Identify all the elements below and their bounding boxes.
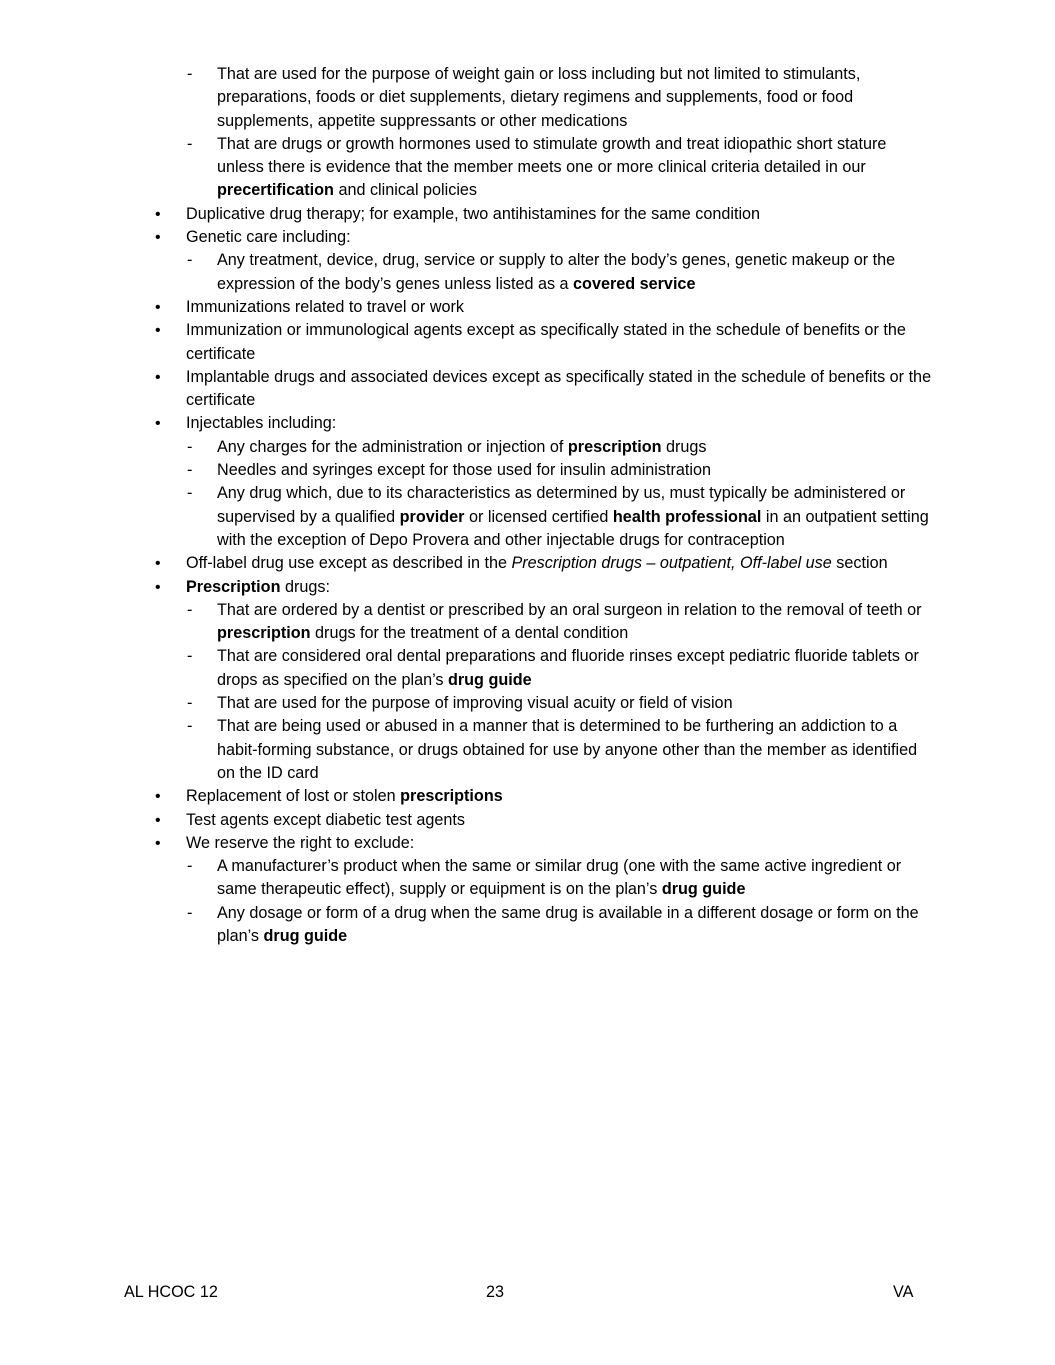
bold-term: Prescription [186, 577, 281, 596]
bullet-icon [155, 809, 161, 832]
line-text: preparations, foods or diet supplements, dietary regimens and supplements, food or food [217, 88, 854, 107]
bullet-icon [155, 203, 161, 226]
bullet-line [0, 389, 1055, 412]
dash-icon [187, 459, 192, 482]
bold-term: health professional [612, 507, 762, 526]
dash-icon [187, 715, 192, 738]
line-text: Immunizations related to travel or work [186, 297, 464, 316]
footer-form-code: AL HCOC 12 [124, 1283, 218, 1301]
line-text: That are used for the purpose of weight gain or loss including but not limited to stimulants, [217, 65, 861, 83]
bullet-line [0, 343, 1055, 366]
line-text: Injectables including: [186, 414, 337, 433]
bold-term: drug guide [263, 926, 348, 945]
line-text: Any charges for the administration or injection of [217, 437, 568, 456]
line-text: Genetic care including: [186, 228, 351, 247]
sub-item-line [0, 529, 1055, 552]
sub-item-line [0, 459, 1055, 482]
bullet-line [0, 809, 1055, 832]
sub-item-line [0, 133, 1055, 156]
sub-item-line [0, 482, 1055, 505]
bullet-line [0, 203, 1055, 226]
dash-icon [187, 645, 192, 668]
line-text: Immunization or immunological agents except as specifically stated in the schedule of benefits or the [186, 321, 906, 340]
line-text: Any treatment, device, drug, service or supply to alter the body’s genes, genetic makeup or the [217, 251, 896, 270]
sub-item-line [0, 645, 1055, 668]
sub-item-line [0, 249, 1055, 272]
italic-reference: Prescription drugs – outpatient, Off-label use [511, 554, 832, 573]
footer-page-number: 23 [486, 1283, 505, 1301]
bullet-line [0, 785, 1055, 808]
bold-term: provider [399, 507, 465, 526]
line-text: certificate [186, 344, 256, 363]
sub-item-line [0, 739, 1055, 762]
line-text: A manufacturer’s product when the same or similar drug (one with the same active ingredient or [217, 857, 902, 876]
sub-item-line [0, 762, 1055, 785]
line-text: in an outpatient setting [761, 507, 929, 526]
bullet-line [0, 576, 1055, 599]
bold-term: drug guide [661, 880, 746, 899]
sub-item-line [0, 692, 1055, 715]
line-text: drugs [661, 437, 707, 456]
line-text: Test agents except diabetic test agents [186, 810, 465, 829]
bullet-line [0, 226, 1055, 249]
dash-icon [187, 902, 192, 925]
sub-item-line [0, 506, 1055, 529]
line-text: or licensed certified [464, 507, 613, 526]
line-text: same therapeutic effect), supply or equipment is on the plan’s [217, 880, 662, 899]
bullet-line [0, 832, 1055, 855]
sub-item-line [0, 599, 1055, 622]
bold-term: prescriptions [400, 787, 503, 806]
line-text: That are used for the purpose of improving visual acuity or field of vision [217, 694, 733, 713]
bullet-line [0, 296, 1055, 319]
line-text: supplements, appetite suppressants or other medications [217, 111, 628, 130]
dash-icon [187, 436, 192, 459]
sub-item-line [0, 878, 1055, 901]
sub-item-line [0, 622, 1055, 645]
line-text: habit-forming substance, or drugs obtained for use by anyone other than the member as identified [217, 740, 918, 759]
dash-icon [187, 692, 192, 715]
line-text: That are being used or abused in a manner that is determined to be furthering an addiction to a [217, 717, 898, 736]
sub-item-line [0, 925, 1055, 948]
exclusions-list [0, 63, 1055, 948]
line-text: We reserve the right to exclude: [186, 833, 415, 852]
line-text: plan’s [217, 926, 264, 945]
line-text: Any dosage or form of a drug when the same drug is available in a different dosage or form on the [217, 903, 919, 922]
bullet-icon [155, 576, 161, 599]
dash-icon [187, 133, 192, 156]
footer-state-code: VA [893, 1283, 914, 1301]
line-text: section [831, 554, 888, 573]
bullet-icon [155, 785, 161, 808]
line-text: That are considered oral dental preparations and fluoride rinses except pediatric fluoride tablets or [217, 647, 919, 666]
dash-icon [187, 482, 192, 505]
line-text: Duplicative drug therapy; for example, two antihistamines for the same condition [186, 204, 761, 223]
line-text: drugs for the treatment of a dental condition [310, 624, 629, 643]
sub-item-line [0, 273, 1055, 296]
bold-term: prescription [217, 624, 311, 643]
sub-item-line [0, 715, 1055, 738]
line-text: and clinical policies [333, 181, 478, 200]
line-text: expression of the body’s genes unless listed as a [217, 274, 574, 293]
bold-term: precertification [217, 181, 334, 200]
dash-icon [187, 63, 192, 86]
line-text: Off-label drug use except as described in the [186, 554, 512, 573]
sub-item-line [0, 110, 1055, 133]
bullet-line [0, 552, 1055, 575]
bold-term: prescription [567, 437, 662, 456]
line-text: Needles and syringes except for those used for insulin administration [217, 461, 711, 480]
line-text: supervised by a qualified [217, 507, 400, 526]
sub-item-line [0, 156, 1055, 179]
line-text: Implantable drugs and associated devices except as specifically stated in the schedule of benefits or the [186, 367, 932, 386]
line-text: Replacement of lost or stolen [186, 787, 401, 806]
bullet-icon [155, 412, 161, 435]
line-text: drugs: [280, 577, 330, 596]
bullet-line [0, 366, 1055, 389]
line-text: Any drug which, due to its characteristics as determined by us, must typically be administered or [217, 484, 906, 503]
bullet-icon [155, 296, 161, 319]
sub-item-line [0, 179, 1055, 202]
bullet-icon [155, 366, 161, 389]
bullet-line [0, 412, 1055, 435]
sub-item-line [0, 436, 1055, 459]
sub-item-line [0, 902, 1055, 925]
line-text: on the ID card [217, 763, 319, 782]
bullet-line [0, 319, 1055, 342]
sub-item-line [0, 63, 1055, 86]
line-text: That are ordered by a dentist or prescribed by an oral surgeon in relation to the removal of teeth or [217, 600, 922, 619]
sub-item-line [0, 669, 1055, 692]
bold-term: covered service [573, 274, 696, 293]
line-text: drops as specified on the plan’s [217, 670, 448, 689]
line-text: with the exception of Depo Provera and other injectable drugs for contraception [217, 530, 785, 549]
dash-icon [187, 855, 192, 878]
bold-term: drug guide [447, 670, 532, 689]
sub-item-line [0, 86, 1055, 109]
bullet-icon [155, 832, 161, 855]
dash-icon [187, 249, 192, 272]
bullet-icon [155, 552, 161, 575]
bullet-icon [155, 226, 161, 249]
line-text: unless there is evidence that the member meets one or more clinical criteria detailed in our [217, 158, 866, 177]
sub-item-line [0, 855, 1055, 878]
line-text: certificate [186, 391, 256, 410]
bullet-icon [155, 319, 161, 342]
line-text: That are drugs or growth hormones used to stimulate growth and treat idiopathic short stature [217, 134, 887, 153]
dash-icon [187, 599, 192, 622]
